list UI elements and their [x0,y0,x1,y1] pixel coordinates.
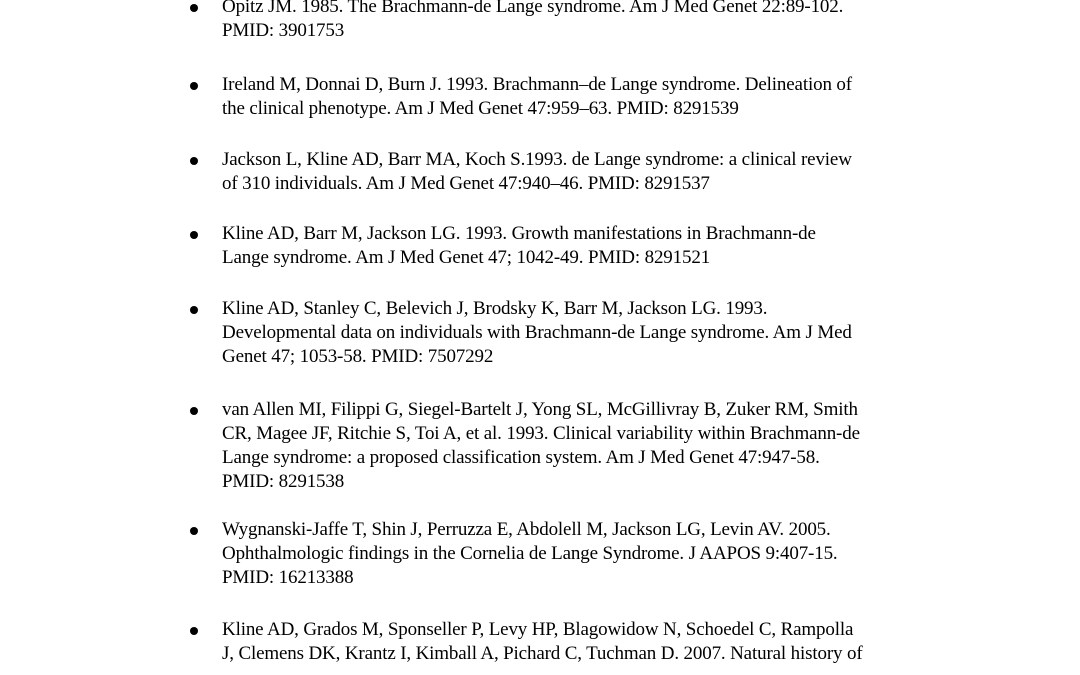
reference-line: Lange syndrome. Am J Med Genet 47; 1042-49. PMID: 8291521 [222,247,711,268]
bullet-icon [190,306,198,314]
reference-line: Lange syndrome: a proposed classification system. Am J Med Genet 47:947-58. [222,447,820,468]
bullet-icon [190,82,198,90]
reference-line: Opitz JM. 1985. The Brachmann-de Lange syndrome. Am J Med Genet 22:89-102. [222,0,844,17]
reference-line: Wygnanski-Jaffe T, Shin J, Perruzza E, Abdolell M, Jackson LG, Levin AV. 2005. [222,519,831,540]
reference-line: the clinical phenotype. Am J Med Genet 47:959–63. PMID: 8291539 [222,98,739,119]
reference-line: Kline AD, Stanley C, Belevich J, Brodsky K, Barr M, Jackson LG. 1993. [222,298,768,319]
reference-line: J, Clemens DK, Krantz I, Kimball A, Pichard C, Tuchman D. 2007. Natural history of [222,643,863,664]
reference-line: of 310 individuals. Am J Med Genet 47:940–46. PMID: 8291537 [222,173,710,194]
bullet-icon [190,231,198,239]
reference-line: Ireland M, Donnai D, Burn J. 1993. Brachmann–de Lange syndrome. Delineation of [222,74,852,95]
reference-line: CR, Magee JF, Ritchie S, Toi A, et al. 1993. Clinical variability within Brachmann-de [222,423,860,444]
bullet-icon [190,627,198,635]
reference-line: Kline AD, Grados M, Sponseller P, Levy HP, Blagowidow N, Schoedel C, Rampolla [222,619,854,640]
reference-line: Kline AD, Barr M, Jackson LG. 1993. Growth manifestations in Brachmann-de [222,223,816,244]
bullet-icon [190,407,198,415]
reference-line: Jackson L, Kline AD, Barr MA, Koch S.1993. de Lange syndrome: a clinical review [222,149,852,170]
bullet-icon [190,157,198,165]
bullet-icon [190,4,198,12]
reference-line: Ophthalmologic findings in the Cornelia de Lange Syndrome. J AAPOS 9:407-15. [222,543,838,564]
reference-line: Genet 47; 1053-58. PMID: 7507292 [222,346,494,367]
bullet-icon [190,527,198,535]
reference-line: PMID: 3901753 [222,20,345,41]
reference-line: Developmental data on individuals with Brachmann-de Lange syndrome. Am J Med [222,322,852,343]
reference-line: PMID: 16213388 [222,567,354,588]
reference-line: PMID: 8291538 [222,471,345,492]
reference-line: van Allen MI, Filippi G, Siegel-Bartelt J, Yong SL, McGillivray B, Zuker RM, Smith [222,399,858,420]
